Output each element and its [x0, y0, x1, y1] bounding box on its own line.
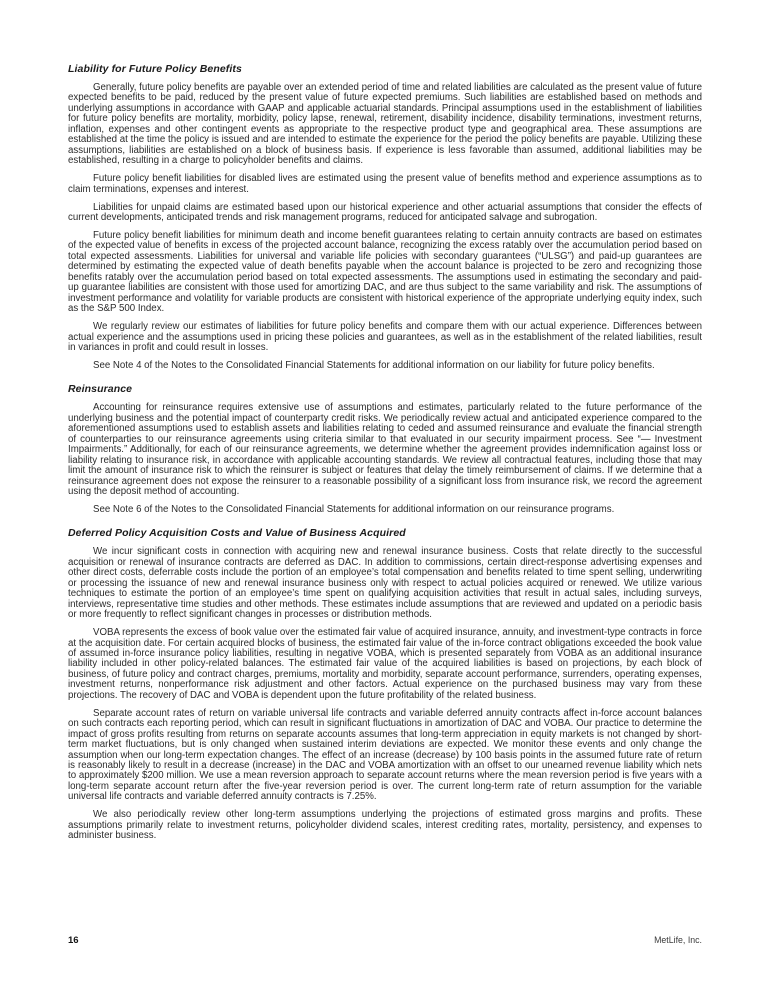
page-footer	[68, 935, 702, 946]
paragraph: We regularly review our estimates of liabilities for future policy benefits and compare them with our actual experience. Differences between actual experience and the assumptions used in pricing these policies and guarantees, as well as in the establishment of the related liabilities, result in variances in profit and could result in losses.	[68, 321, 702, 353]
page-content	[68, 63, 702, 849]
paragraph: Generally, future policy benefits are payable over an extended period of time and related liabilities are calculated as the present value of future expected benefits to be paid, reduced by the present value of future expected premiums. Such liabilities are established based on methods and underlying assumptions in accordance with GAAP and applicable actuarial standards. Principal assumptions used in the establishment of liabilities for future policy benefits are mortality, morbidity, policy lapse, renewal, retirement, disability incidence, disability terminations, investment returns, inflation, expenses and other contingent events as appropriate to the respective product type and geographical area. These assumptions are established at the time the policy is issued and are intended to estimate the experience for the period the policy benefits are payable. Utilizing these assumptions, liabilities are established on a block of business basis. If experience is less favorable than assumed, additional liabilities may be established, resulting in a charge to policyholder benefits and claims.	[68, 82, 702, 167]
paragraph: VOBA represents the excess of book value over the estimated fair value of acquired insurance, annuity, and investment-type contracts in force at the acquisition date. For certain acquired blocks of business, the estimated fair value of the in-force contract obligations exceeded the book value of assumed in-force insurance policy liabilities, resulting in negative VOBA, which is presented separately from VOBA as an additional insurance liability included in other policy-related balances. The estimated fair value of the acquired liabilities is based on projections, by each block of business, of future policy and contract charges, premiums, mortality and morbidity, separate account performance, surrenders, operating expenses, investment returns, nonperformance risk adjustment and other factors. Actual experience on the purchased business may vary from these projections. The recovery of DAC and VOBA is dependent upon the future profitability of the related business.	[68, 627, 702, 701]
paragraph: Accounting for reinsurance requires extensive use of assumptions and estimates, particularly related to the future performance of the underlying business and the potential impact of counterparty credit risks. We periodically review actual and anticipated experience compared to the aforementioned assumptions used to establish assets and liabilities relating to ceded and assumed reinsurance and evaluate the financial strength of counterparties to our reinsurance agreements using criteria similar to that evaluated in our security impairment process. See “— Investment Impairments.” Additionally, for each of our reinsurance agreements, we determine whether the agreement provides indemnification against loss or liability relating to insurance risk, in accordance with applicable accounting standards. We review all contractual features, including those that may limit the amount of insurance risk to which the reinsurer is subject or features that delay the timely reimbursement of claims. If we determine that a reinsurance agreement does not expose the reinsurer to a reasonable possibility of a significant loss from insurance risk, we record the agreement using the deposit method of accounting.	[68, 402, 702, 497]
paragraph: Future policy benefit liabilities for minimum death and income benefit guarantees relating to certain annuity contracts are based on estimates of the expected value of benefits in excess of the projected account balance, recognizing the excess ratably over the accumulation period based on total expected assessments. Liabilities for universal and variable life policies with secondary guarantees (“ULSG”) and paid-up guarantees are determined by estimating the expected value of death benefits payable when the account balance is projected to be zero and recognizing those benefits ratably over the accumulation period based on total expected assessments. The assumptions used in estimating the secondary and paid-up guarantee liabilities are consistent with those used for amortizing DAC, and are thus subject to the same variability and risk. The assumptions of investment performance and volatility for variable products are consistent with historical experience of the appropriate underlying equity index, such as the S&P 500 Index.	[68, 229, 702, 315]
page-number: 16	[68, 935, 79, 946]
paragraph-note-reference: See Note 4 of the Notes to the Consolidated Financial Statements for additional information on our liability for future policy benefits.	[93, 359, 655, 371]
paragraph: Liabilities for unpaid claims are estimated based upon our historical experience and other actuarial assumptions that consider the effects of current developments, anticipated trends and risk management programs, reduced for anticipated salvage and subrogation.	[68, 201, 702, 223]
paragraph: We incur significant costs in connection with acquiring new and renewal insurance business. Costs that relate directly to the successful acquisition or renewal of insurance contracts are deferred as DAC. In addition to commissions, certain direct-response advertising expenses and other direct costs, deferrable costs include the portion of an employee’s total compensation and benefits related to time spent selling, underwriting or processing the issuance of new and renewal insurance business only with respect to actual policies acquired or renewed. We utilize various techniques to estimate the portion of an employee’s time spent on qualifying acquisition activities that result in actual sales, including surveys, interviews, representative time studies and other methods. These estimates include assumptions that are reviewed and updated on a periodic basis or more frequently to reflect significant changes in processes or distribution methods.	[68, 546, 702, 621]
section-deferred-policy-acquisition-costs	[68, 527, 702, 841]
paragraph: We also periodically review other long-term assumptions underlying the projections of estimated gross margins and profits. These assumptions primarily relate to investment returns, policyholder dividend scales, interest crediting rates, mortality, persistency, and expenses to administer business.	[68, 809, 702, 842]
section-reinsurance	[68, 383, 702, 515]
section-heading: Liability for Future Policy Benefits	[68, 63, 242, 75]
section-heading: Reinsurance	[68, 383, 133, 396]
section-heading: Deferred Policy Acquisition Costs and Value of Business Acquired	[68, 527, 406, 540]
paragraph: Separate account rates of return on variable universal life contracts and variable deferred annuity contracts affect in-force account balances on such contracts each reporting period, which can result in significant fluctuations in amortization of DAC and VOBA. Our practice to determine the impact of gross profits resulting from returns on separate accounts assumes that long-term appreciation in equity markets is not changed by short-term market fluctuations, but is only changed when sustained interim deviations are expected. We monitor these events and only change the assumption when our long-term expectation changes. The effect of an increase (decrease) by 100 basis points in the assumed future rate of return is reasonably likely to result in a decrease (increase) in the DAC and VOBA amortization with an offset to our unearned revenue liability which nets to approximately $200 million. We use a mean reversion approach to separate account returns where the mean reversion period is five years with a long-term separate account return after the five-year reversion period is over. The current long-term rate of return assumption for the variable universal life contracts and variable deferred annuity contracts is 7.25%.	[68, 707, 702, 803]
section-liability-for-future-policy-benefits	[68, 63, 702, 371]
company-name: MetLife, Inc.	[654, 935, 702, 945]
paragraph: Future policy benefit liabilities for disabled lives are estimated using the present value of benefits method and experience assumptions as to claim terminations, expenses and interest.	[68, 173, 702, 195]
paragraph-note-reference: See Note 6 of the Notes to the Consolidated Financial Statements for additional information on our reinsurance programs.	[93, 503, 615, 515]
